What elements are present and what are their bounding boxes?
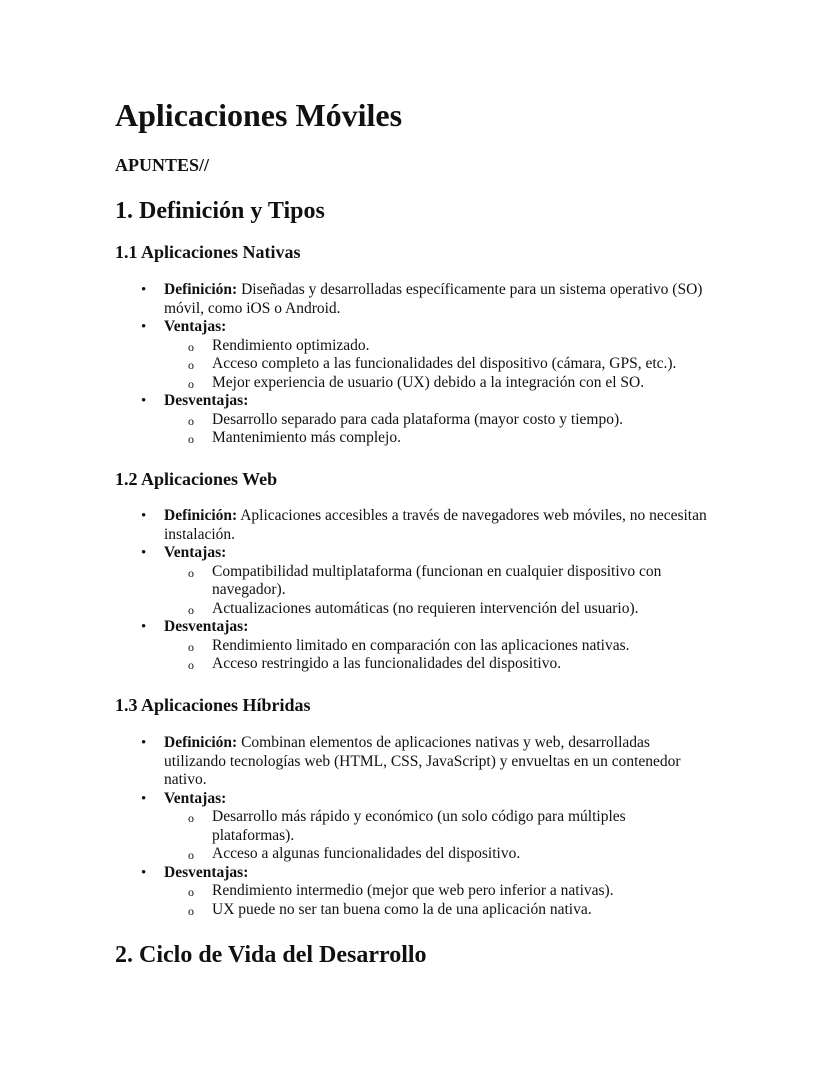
circle-bullet-icon: o	[188, 413, 194, 428]
circle-bullet-icon: o	[188, 658, 194, 672]
circle-bullet-icon: o	[188, 339, 194, 354]
list-item: o Acceso completo a las funcionalidades del dispositivo (cámara, GPS, etc.).	[164, 355, 702, 374]
list-item: o Acceso a algunas funcionalidades del dispositivo.	[164, 845, 702, 864]
list-item: o Mantenimiento más complejo.	[164, 429, 702, 448]
list-item: o UX puede no ser tan buena como la de una aplicación nativa.	[164, 901, 702, 920]
web-list	[0, 507, 828, 674]
list-item: o Desarrollo más rápido y económico (un solo código para múltiples plataformas).	[188, 808, 626, 844]
hybrid-list	[0, 734, 828, 919]
hybrid-advantages	[0, 790, 709, 864]
circle-bullet-icon: o	[188, 432, 194, 446]
native-list	[0, 281, 828, 448]
bullet-icon: •	[141, 319, 147, 335]
native-advantages-list	[164, 337, 709, 393]
advantages-label: Ventajas:	[164, 789, 227, 807]
web-definition	[0, 507, 709, 544]
circle-bullet-icon: o	[188, 358, 194, 372]
hybrid-definition	[0, 734, 709, 790]
list-item: o Mejor experiencia de usuario (UX) debido a la integración con el SO.	[164, 374, 702, 393]
hybrid-disadvantages-list	[164, 882, 709, 919]
document-subtitle: APUNTES//	[115, 155, 210, 175]
disadvantages-label: Desventajas:	[164, 863, 249, 881]
native-heading: 1.1 Aplicaciones Nativas	[115, 242, 301, 262]
definition-label: Definición:	[164, 507, 238, 524]
advantages-label: Ventajas:	[164, 318, 227, 335]
web-advantages-list	[164, 563, 709, 619]
document-title: Aplicaciones Móviles	[115, 97, 403, 133]
bullet-icon: •	[141, 508, 147, 524]
bullet-icon: •	[141, 393, 147, 409]
bullet-icon: •	[141, 735, 147, 751]
bullet-icon: •	[141, 619, 147, 635]
web-disadvantages-list	[164, 637, 709, 674]
circle-bullet-icon: o	[188, 848, 194, 862]
definition-label: Definición:	[164, 734, 238, 751]
definition-text: Aplicaciones accesibles a través de navegadores web móviles, no necesitan instalación.	[164, 507, 707, 543]
list-item: o Rendimiento intermedio (mejor que web pero inferior a nativas).	[164, 882, 702, 901]
list-item: o Actualizaciones automáticas (no requieren intervención del usuario).	[164, 600, 702, 619]
bullet-icon: •	[141, 790, 147, 807]
circle-bullet-icon: o	[188, 376, 194, 391]
list-item: o Rendimiento limitado en comparación con las aplicaciones nativas.	[164, 637, 702, 656]
web-disadvantages	[0, 618, 709, 674]
hybrid-disadvantages	[0, 864, 709, 920]
bullet-icon: •	[141, 545, 147, 561]
definition-label: Definición:	[164, 281, 238, 298]
native-disadvantages	[0, 392, 709, 448]
hybrid-advantages-list	[164, 808, 709, 864]
circle-bullet-icon: o	[188, 639, 194, 654]
disadvantages-label: Desventajas:	[164, 392, 249, 409]
advantages-label: Ventajas:	[164, 544, 227, 561]
section2-heading: 2. Ciclo de Vida del Desarrollo	[115, 942, 427, 968]
circle-bullet-icon: o	[188, 903, 194, 918]
list-item: o Desarrollo separado para cada plataforma (mayor costo y tiempo).	[164, 411, 702, 430]
native-definition	[0, 281, 709, 318]
list-item: o Rendimiento optimizado.	[164, 337, 702, 356]
native-advantages	[0, 318, 709, 392]
circle-bullet-icon: o	[188, 565, 194, 580]
circle-bullet-icon: o	[188, 885, 194, 899]
bullet-icon: •	[141, 864, 147, 881]
web-advantages	[0, 544, 709, 618]
list-item: o Acceso restringido a las funcionalidades del dispositivo.	[164, 655, 702, 674]
disadvantages-label: Desventajas:	[164, 618, 249, 635]
bullet-icon: •	[141, 282, 147, 298]
native-disadvantages-list	[164, 411, 709, 448]
circle-bullet-icon: o	[188, 811, 194, 825]
section1-heading: 1. Definición y Tipos	[115, 198, 325, 224]
definition-text: Combinan elementos de aplicaciones nativas y web, desarrolladas utilizando tecnologías web (HTML, CSS, JavaScript) y envueltas en un contenedor nativo.	[164, 734, 681, 788]
definition-text: Diseñadas y desarrolladas específicamente para un sistema operativo (SO) móvil, como iOS o Android.	[164, 281, 703, 317]
web-heading: 1.2 Aplicaciones Web	[115, 469, 278, 489]
list-item: o Compatibilidad multiplataforma (funcionan en cualquier dispositivo con navegador).	[188, 562, 662, 598]
hybrid-heading: 1.3 Aplicaciones Híbridas	[115, 695, 311, 715]
circle-bullet-icon: o	[188, 602, 194, 617]
